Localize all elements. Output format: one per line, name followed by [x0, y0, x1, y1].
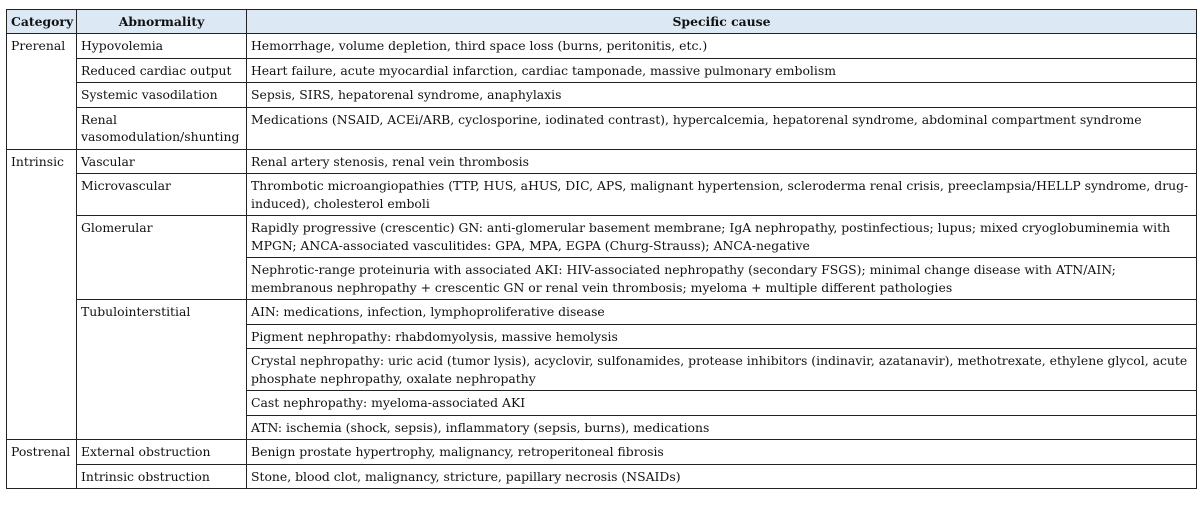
- abnormality-cell: Systemic vasodilation: [77, 83, 247, 108]
- header-row: [7, 10, 1197, 34]
- header-specific-cause: Specific cause: [247, 10, 1197, 34]
- specific-cause-cell: Stone, blood clot, malignancy, stricture, papillary necrosis (NSAIDs): [247, 464, 1197, 489]
- header-abnormality: Abnormality: [77, 10, 247, 34]
- category-cell: Postrenal: [7, 440, 77, 489]
- abnormality-cell: Hypovolemia: [77, 34, 247, 59]
- table-row: [7, 83, 1197, 108]
- abnormality-cell: Vascular: [77, 149, 247, 174]
- aki-causes-table-container: [6, 9, 1196, 489]
- abnormality-cell: Reduced cardiac output: [77, 58, 247, 83]
- table-row: [7, 440, 1197, 465]
- specific-cause-cell: Crystal nephropathy: uric acid (tumor lysis), acyclovir, sulfonamides, protease inhibitors (indinavir, azatanavir), methotrexate, ethylene glycol, acute phosphate nephropathy, oxalate nephropathy: [247, 349, 1197, 391]
- table-row: [7, 149, 1197, 174]
- table-row: [7, 34, 1197, 59]
- table-row: [7, 58, 1197, 83]
- specific-cause-cell: ATN: ischemia (shock, sepsis), inflammatory (sepsis, burns), medications: [247, 415, 1197, 440]
- specific-cause-cell: Thrombotic microangiopathies (TTP, HUS, aHUS, DIC, APS, malignant hypertension, scleroderma renal crisis, preeclampsia/HELLP syndrome, drug-induced), cholesterol emboli: [247, 174, 1197, 216]
- specific-cause-cell: Sepsis, SIRS, hepatorenal syndrome, anaphylaxis: [247, 83, 1197, 108]
- specific-cause-cell: Rapidly progressive (crescentic) GN: anti-glomerular basement membrane; IgA nephropathy, postinfectious; lupus; mixed cryoglobuminemia with MPGN; ANCA-associated vasculitides: GPA, MPA, EGPA (Churg-Strauss); ANCA-negative: [247, 216, 1197, 258]
- specific-cause-cell: AIN: medications, infection, lymphoproliferative disease: [247, 300, 1197, 325]
- abnormality-cell: Glomerular: [77, 216, 247, 300]
- table-body: [7, 34, 1197, 489]
- table-row: [7, 216, 1197, 258]
- specific-cause-cell: Cast nephropathy: myeloma-associated AKI: [247, 391, 1197, 416]
- aki-causes-table: [6, 9, 1197, 489]
- table-row: [7, 300, 1197, 325]
- specific-cause-cell: Benign prostate hypertrophy, malignancy, retroperitoneal fibrosis: [247, 440, 1197, 465]
- abnormality-cell: Renal vasomodulation/shunting: [77, 107, 247, 149]
- category-cell: Prerenal: [7, 34, 77, 150]
- specific-cause-cell: Renal artery stenosis, renal vein thrombosis: [247, 149, 1197, 174]
- specific-cause-cell: Nephrotic-range proteinuria with associated AKI: HIV-associated nephropathy (secondary FSGS); minimal change disease with ATN/AIN; membranous nephropathy + crescentic GN or renal vein thrombosis; myeloma + multiple different pathologies: [247, 258, 1197, 300]
- table-row: [7, 174, 1197, 216]
- abnormality-cell: Intrinsic obstruction: [77, 464, 247, 489]
- header-category: Category: [7, 10, 77, 34]
- specific-cause-cell: Medications (NSAID, ACEi/ARB, cyclosporine, iodinated contrast), hypercalcemia, hepatorenal syndrome, abdominal compartment syndrome: [247, 107, 1197, 149]
- table-header: [7, 10, 1197, 34]
- table-row: [7, 107, 1197, 149]
- category-cell: Intrinsic: [7, 149, 77, 440]
- abnormality-cell: Tubulointerstitial: [77, 300, 247, 440]
- specific-cause-cell: Pigment nephropathy: rhabdomyolysis, massive hemolysis: [247, 324, 1197, 349]
- specific-cause-cell: Hemorrhage, volume depletion, third space loss (burns, peritonitis, etc.): [247, 34, 1197, 59]
- abnormality-cell: External obstruction: [77, 440, 247, 465]
- table-row: [7, 464, 1197, 489]
- specific-cause-cell: Heart failure, acute myocardial infarction, cardiac tamponade, massive pulmonary embolism: [247, 58, 1197, 83]
- abnormality-cell: Microvascular: [77, 174, 247, 216]
